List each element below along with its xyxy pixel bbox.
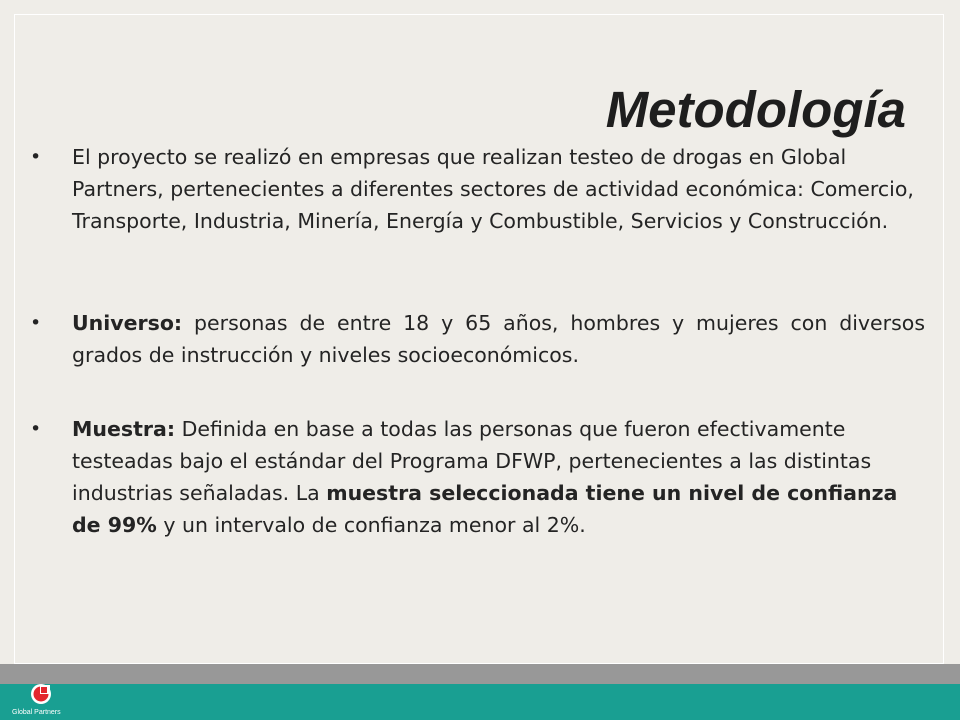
- universe-description: personas de entre 18 y 65 años, hombres y mujeres con diversos grados de instrucción y niveles socioeconómicos.: [72, 311, 925, 367]
- project-description-text: El proyecto se realizó en empresas que realizan testeo de drogas en Global Partners, pertenecientes a diferentes sectores de actividad económica: Comercio, Transporte, Industria, Minería, Energía y Combustible, Servicios y Construcción.: [72, 145, 914, 233]
- sample-description-start: Definida en base a todas las personas que fueron efectivamente testeadas bajo el estándar del Programa DFWP, pertenecientes a las distintas industrias señaladas. La: [72, 417, 872, 505]
- sample-confidence-highlight: muestra seleccionada tiene un nivel de confianza de 99%: [72, 481, 898, 537]
- bullet-sample: [30, 413, 925, 541]
- logo-text: Global Partners: [12, 709, 61, 716]
- sample-description-end: y un intervalo de confianza menor al 2%.: [156, 513, 586, 537]
- universe-text: [72, 307, 925, 371]
- bullet-dot-3: •: [30, 418, 42, 440]
- sample-text: [72, 413, 925, 541]
- bullet-project-description: [30, 141, 925, 269]
- bullet-dot-2: •: [30, 312, 42, 334]
- slide-title: Metodología: [605, 81, 906, 139]
- bullet-dot-1: •: [30, 146, 42, 168]
- footer-teal-band: [0, 684, 960, 720]
- universe-label: Universo:: [72, 311, 183, 335]
- footer-gray-band: [0, 664, 960, 684]
- sample-label: Muestra:: [72, 417, 176, 441]
- global-partners-logo: [10, 683, 66, 719]
- bullet-universe: [30, 307, 925, 371]
